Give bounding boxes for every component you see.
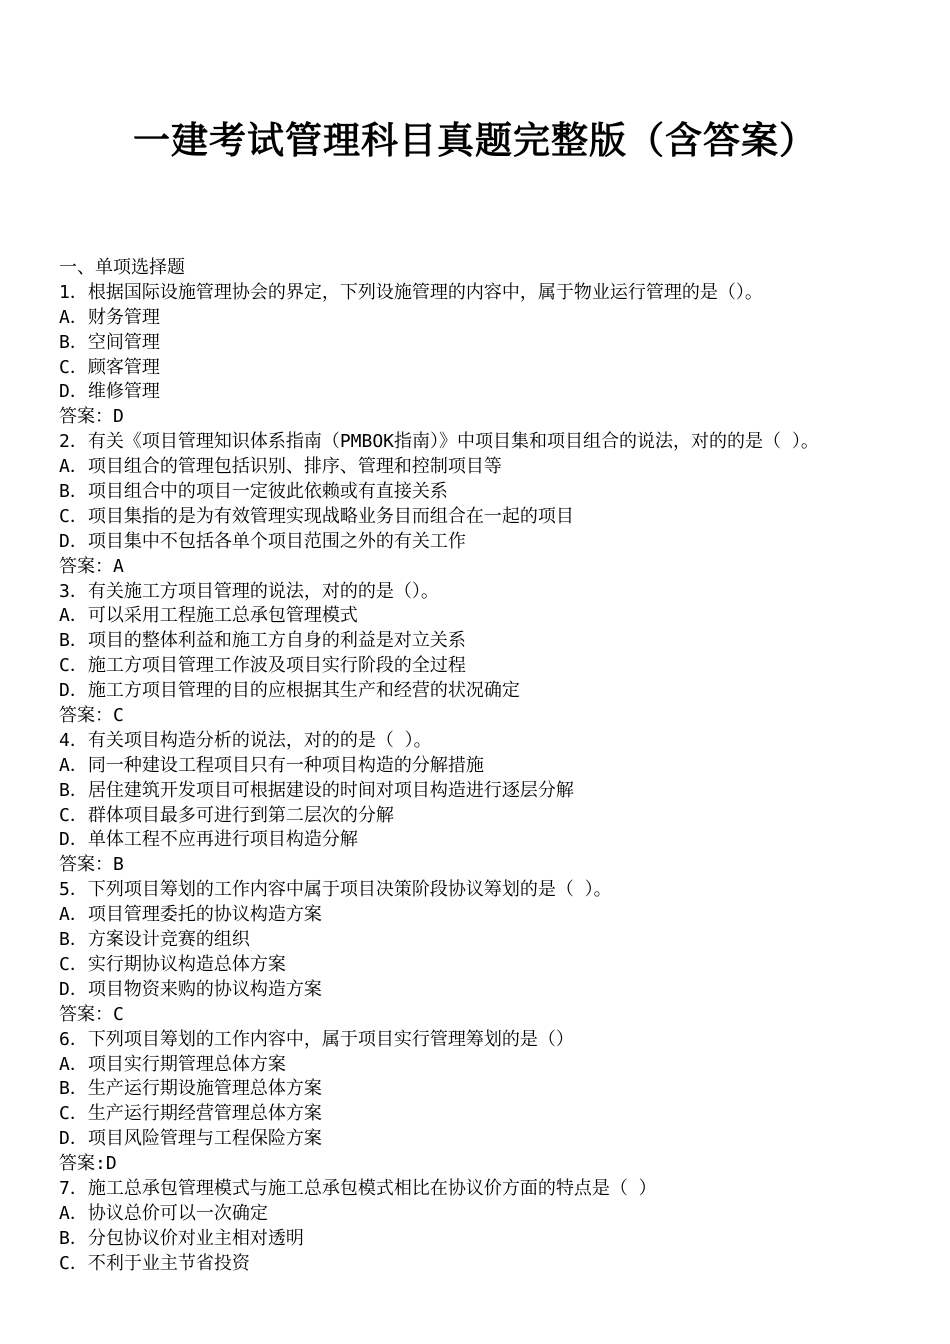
option-c: C．群体项目最多可进行到第二层次的分解: [59, 804, 394, 826]
question-stem: 3．有关施工方项目管理的说法，对的的是（）。: [59, 580, 439, 602]
question-5: [59, 878, 929, 1027]
question-1: [59, 281, 929, 430]
document-title: 一建考试管理科目真题完整版（含答案）: [133, 119, 817, 162]
question-3: [59, 580, 929, 729]
answer: 答案：C: [59, 1003, 124, 1025]
question-stem: 7．施工总承包管理模式与施工总承包模式相比在协议价方面的特点是（ ）: [59, 1177, 657, 1199]
question-7: [59, 1177, 929, 1277]
option-c: C．生产运行期经营管理总体方案: [59, 1103, 322, 1125]
question-stem: 1．根据国际设施管理协会的界定，下列设施管理的内容中，属于物业运行管理的是（）。: [59, 281, 763, 303]
option-b: B．项目的整体利益和施工方自身的利益是对立关系: [59, 630, 466, 652]
option-d: D．维修管理: [59, 381, 160, 403]
option-b: B．居住建筑开发项目可根据建设的时间对项目构造进行逐层分解: [59, 779, 574, 801]
option-b: B．方案设计竞赛的组织: [59, 929, 250, 951]
option-c: C．顾客管理: [59, 356, 160, 378]
question-stem: 6．下列项目筹划的工作内容中，属于项目实行管理筹划的是（）: [59, 1028, 574, 1050]
option-d: D．项目风险管理与工程保险方案: [59, 1128, 322, 1150]
option-b: B．空间管理: [59, 331, 160, 353]
answer: 答案：C: [59, 705, 124, 727]
question-4: [59, 729, 929, 878]
question-stem: 4．有关项目构造分析的说法，对的的是（ ）。: [59, 729, 432, 751]
option-a: A．协议总价可以一次确定: [59, 1202, 268, 1224]
option-d: D．单体工程不应再进行项目构造分解: [59, 829, 358, 851]
option-a: A．财务管理: [59, 306, 160, 328]
answer: 答案：A: [59, 555, 124, 577]
answer: 答案：B: [59, 854, 124, 876]
option-a: A．项目组合的管理包括识别、排序、管理和控制项目等: [59, 456, 502, 478]
option-a: A．可以采用工程施工总承包管理模式: [59, 605, 358, 627]
option-b: B．项目组合中的项目一定彼此依赖或有直接关系: [59, 481, 448, 503]
option-c: C．施工方项目管理工作波及项目实行阶段的全过程: [59, 655, 466, 677]
option-b: B．分包协议价对业主相对透明: [59, 1227, 304, 1249]
question-stem: 5．下列项目筹划的工作内容中属于项目决策阶段协议筹划的是（ ）。: [59, 879, 612, 901]
option-c: C．项目集指的是为有效管理实现战略业务目而组合在一起的项目: [59, 505, 574, 527]
option-d: D．施工方项目管理的目的应根据其生产和经营的状况确定: [59, 680, 520, 702]
question-6: [59, 1028, 929, 1177]
answer: 答案：D: [59, 406, 124, 428]
option-b: B．生产运行期设施管理总体方案: [59, 1078, 322, 1100]
question-2: [59, 430, 929, 579]
question-stem: 2．有关《项目管理知识体系指南（PMBOK指南）》中项目集和项目组合的说法，对的的是（ ）。: [59, 431, 819, 453]
section-heading: 一、单项选择题: [59, 257, 185, 278]
document-body: [59, 256, 929, 1277]
option-d: D．项目集中不包括各单个项目范围之外的有关工作: [59, 530, 466, 552]
answer: 答案:D: [59, 1153, 117, 1175]
option-d: D．项目物资来购的协议构造方案: [59, 978, 322, 1000]
option-c: C．实行期协议构造总体方案: [59, 953, 286, 975]
option-c: C．不利于业主节省投资: [59, 1252, 250, 1274]
option-a: A．同一种建设工程项目只有一种项目构造的分解措施: [59, 754, 484, 776]
option-a: A．项目管理委托的协议构造方案: [59, 904, 322, 926]
option-a: A．项目实行期管理总体方案: [59, 1053, 286, 1075]
